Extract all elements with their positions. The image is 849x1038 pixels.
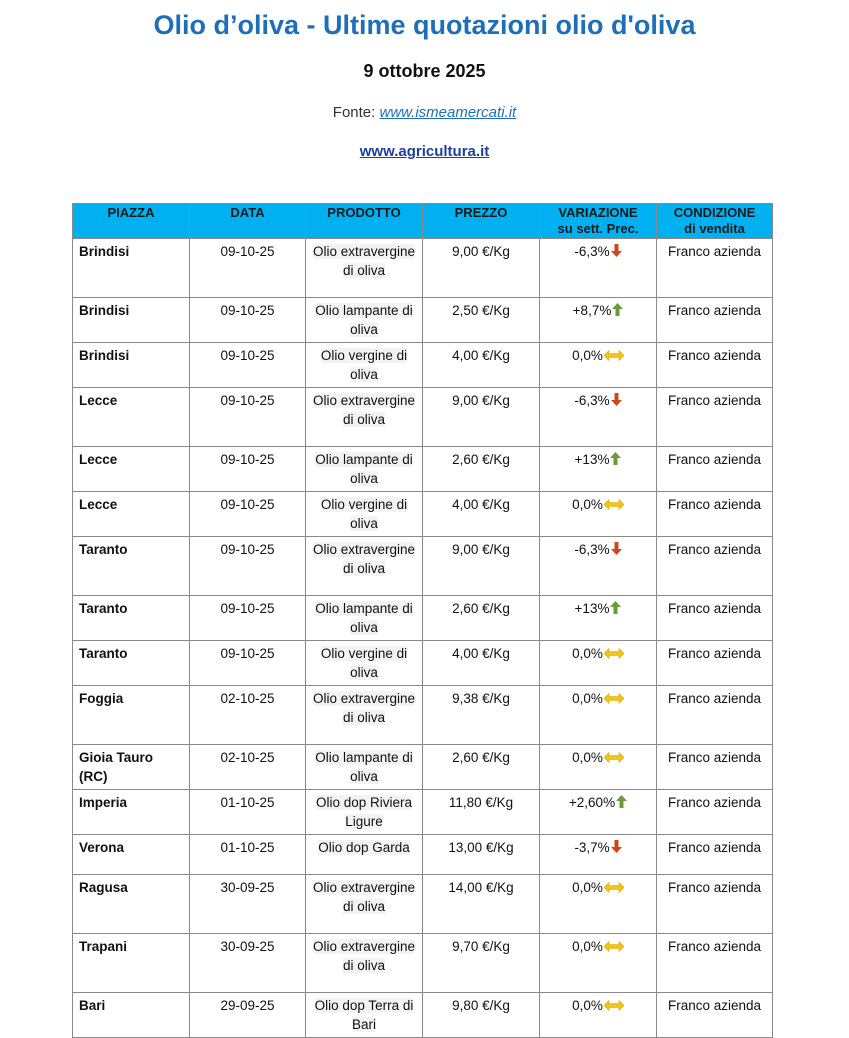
table-row: [73, 239, 773, 298]
prodotto-text: Olio dop Garda: [318, 840, 410, 855]
cell-prezzo: 9,80 €/Kg: [423, 993, 540, 1038]
cell-variazione: [540, 641, 657, 686]
prodotto-text: Olio dop Terra di Bari: [314, 998, 414, 1032]
variazione-value: 0,0%: [572, 880, 603, 895]
cell-condizione: Franco azienda: [657, 298, 773, 343]
cell-data: 09-10-25: [190, 447, 306, 492]
cell-piazza: Lecce: [73, 447, 190, 492]
cell-variazione: [540, 993, 657, 1038]
variazione-value: +2,60%: [568, 795, 616, 810]
table-row: [73, 993, 773, 1038]
cell-prodotto: [306, 875, 423, 934]
cell-condizione: Franco azienda: [657, 934, 773, 993]
table-row: [73, 875, 773, 934]
cell-piazza: Gioia Tauro (RC): [73, 745, 190, 790]
header-prodotto: PRODOTTO: [306, 204, 423, 239]
variazione-value: 0,0%: [572, 497, 603, 512]
variazione-value: 0,0%: [572, 348, 603, 363]
cell-condizione: Franco azienda: [657, 641, 773, 686]
prodotto-text: Olio extravergine di oliva: [312, 691, 416, 725]
cell-piazza: Taranto: [73, 596, 190, 641]
table-row: [73, 641, 773, 686]
cell-prodotto: [306, 745, 423, 790]
cell-prodotto: [306, 835, 423, 875]
cell-piazza: Lecce: [73, 492, 190, 537]
arrow-up-icon: [612, 302, 623, 321]
cell-prodotto: [306, 934, 423, 993]
variazione-value: -6,3%: [574, 393, 610, 408]
cell-piazza: Lecce: [73, 388, 190, 447]
prodotto-text: Olio extravergine di oliva: [312, 939, 416, 973]
cell-prezzo: 2,60 €/Kg: [423, 447, 540, 492]
variazione-value: +13%: [574, 452, 610, 467]
source-line: [0, 104, 849, 121]
arrow-left-right-icon: [604, 347, 624, 366]
table-row: [73, 790, 773, 835]
header-piazza: PIAZZA: [73, 204, 190, 239]
arrow-up-icon: [610, 600, 621, 619]
cell-prezzo: 2,60 €/Kg: [423, 745, 540, 790]
cell-condizione: Franco azienda: [657, 745, 773, 790]
cell-prezzo: 4,00 €/Kg: [423, 641, 540, 686]
arrow-left-right-icon: [604, 690, 624, 709]
cell-condizione: Franco azienda: [657, 492, 773, 537]
cell-piazza: Brindisi: [73, 343, 190, 388]
variazione-value: 0,0%: [572, 939, 603, 954]
header-condizione: [657, 204, 773, 239]
cell-variazione: [540, 875, 657, 934]
prodotto-text: Olio extravergine di oliva: [312, 542, 416, 576]
cell-variazione: [540, 537, 657, 596]
header-prezzo: PREZZO: [423, 204, 540, 239]
variazione-value: -6,3%: [574, 542, 610, 557]
table-row: [73, 835, 773, 875]
table-row: [73, 298, 773, 343]
cell-prodotto: [306, 993, 423, 1038]
cell-variazione: [540, 239, 657, 298]
cell-prodotto: [306, 596, 423, 641]
cell-variazione: [540, 745, 657, 790]
cell-prodotto: [306, 239, 423, 298]
quotes-table: [72, 203, 773, 1038]
cell-variazione: [540, 298, 657, 343]
arrow-left-right-icon: [604, 997, 624, 1016]
cell-data: 09-10-25: [190, 239, 306, 298]
cell-condizione: Franco azienda: [657, 388, 773, 447]
arrow-left-right-icon: [604, 496, 624, 515]
variazione-value: 0,0%: [572, 998, 603, 1013]
arrow-down-icon: [611, 541, 622, 560]
arrow-left-right-icon: [604, 645, 624, 664]
arrow-down-icon: [611, 243, 622, 262]
variazione-value: +13%: [574, 601, 610, 616]
cell-prodotto: [306, 641, 423, 686]
cell-variazione: [540, 835, 657, 875]
cell-prodotto: [306, 343, 423, 388]
cell-condizione: Franco azienda: [657, 537, 773, 596]
source-link[interactable]: www.ismeamercati.it: [379, 104, 517, 121]
cell-variazione: [540, 388, 657, 447]
prodotto-text: Olio dop Riviera Ligure: [315, 795, 413, 829]
cell-prezzo: 9,38 €/Kg: [423, 686, 540, 745]
cell-data: 02-10-25: [190, 745, 306, 790]
cell-prezzo: 13,00 €/Kg: [423, 835, 540, 875]
cell-prezzo: 4,00 €/Kg: [423, 492, 540, 537]
cell-variazione: [540, 447, 657, 492]
cell-condizione: Franco azienda: [657, 875, 773, 934]
prodotto-text: Olio extravergine di oliva: [312, 880, 416, 914]
cell-prezzo: 4,00 €/Kg: [423, 343, 540, 388]
cell-variazione: [540, 686, 657, 745]
variazione-value: 0,0%: [572, 750, 603, 765]
cell-condizione: Franco azienda: [657, 835, 773, 875]
header-condizione-line1: CONDIZIONE: [673, 205, 756, 220]
cell-data: 30-09-25: [190, 934, 306, 993]
header-variazione: [540, 204, 657, 239]
table-row: [73, 745, 773, 790]
cell-piazza: Brindisi: [73, 298, 190, 343]
cell-prodotto: [306, 388, 423, 447]
site-line: [0, 143, 849, 160]
cell-condizione: Franco azienda: [657, 343, 773, 388]
variazione-value: -6,3%: [574, 244, 610, 259]
report-date: 9 ottobre 2025: [363, 61, 486, 81]
arrow-left-right-icon: [604, 749, 624, 768]
cell-variazione: [540, 343, 657, 388]
header-variazione-line1: VARIAZIONE: [558, 205, 638, 220]
cell-prodotto: [306, 492, 423, 537]
cell-prezzo: 2,50 €/Kg: [423, 298, 540, 343]
prodotto-text: Olio vergine di oliva: [320, 348, 408, 382]
cell-data: 02-10-25: [190, 686, 306, 745]
cell-variazione: [540, 596, 657, 641]
prodotto-text: Olio extravergine di oliva: [312, 393, 416, 427]
table-row: [73, 537, 773, 596]
site-link[interactable]: www.agricultura.it: [359, 143, 490, 160]
table-row: [73, 686, 773, 745]
table-row: [73, 388, 773, 447]
cell-prodotto: [306, 537, 423, 596]
cell-piazza: Imperia: [73, 790, 190, 835]
arrow-up-icon: [616, 794, 627, 813]
cell-data: 09-10-25: [190, 537, 306, 596]
cell-prezzo: 9,70 €/Kg: [423, 934, 540, 993]
arrow-up-icon: [610, 451, 621, 470]
cell-data: 09-10-25: [190, 641, 306, 686]
cell-variazione: [540, 492, 657, 537]
cell-prodotto: [306, 790, 423, 835]
cell-prezzo: 14,00 €/Kg: [423, 875, 540, 934]
cell-prezzo: 9,00 €/Kg: [423, 239, 540, 298]
arrow-left-right-icon: [604, 879, 624, 898]
cell-piazza: Brindisi: [73, 239, 190, 298]
cell-piazza: Bari: [73, 993, 190, 1038]
cell-prezzo: 11,80 €/Kg: [423, 790, 540, 835]
cell-variazione: [540, 934, 657, 993]
cell-piazza: Taranto: [73, 537, 190, 596]
cell-prezzo: 9,00 €/Kg: [423, 388, 540, 447]
cell-prodotto: [306, 298, 423, 343]
variazione-value: +8,7%: [572, 303, 612, 318]
cell-prezzo: 9,00 €/Kg: [423, 537, 540, 596]
prodotto-text: Olio vergine di oliva: [320, 497, 408, 531]
header-condizione-line2: di vendita: [684, 221, 745, 236]
cell-piazza: Taranto: [73, 641, 190, 686]
variazione-value: -3,7%: [574, 840, 610, 855]
prodotto-text: Olio extravergine di oliva: [312, 244, 416, 278]
cell-piazza: Trapani: [73, 934, 190, 993]
cell-data: 01-10-25: [190, 835, 306, 875]
cell-data: 09-10-25: [190, 343, 306, 388]
prodotto-text: Olio lampante di oliva: [315, 303, 413, 337]
cell-data: 09-10-25: [190, 492, 306, 537]
cell-variazione: [540, 790, 657, 835]
header-data: DATA: [190, 204, 306, 239]
arrow-down-icon: [611, 839, 622, 858]
cell-data: 09-10-25: [190, 388, 306, 447]
arrow-down-icon: [611, 392, 622, 411]
cell-data: 29-09-25: [190, 993, 306, 1038]
cell-condizione: Franco azienda: [657, 790, 773, 835]
arrow-left-right-icon: [604, 938, 624, 957]
prodotto-text: Olio lampante di oliva: [315, 601, 413, 635]
variazione-value: 0,0%: [572, 691, 603, 706]
prodotto-text: Olio lampante di oliva: [315, 750, 413, 784]
table-header-row: [73, 204, 773, 239]
table-row: [73, 596, 773, 641]
cell-condizione: Franco azienda: [657, 239, 773, 298]
cell-data: 30-09-25: [190, 875, 306, 934]
variazione-value: 0,0%: [572, 646, 603, 661]
source-label: Fonte:: [332, 104, 376, 121]
header-variazione-line2: su sett. Prec.: [557, 221, 639, 236]
cell-piazza: Verona: [73, 835, 190, 875]
table-row: [73, 343, 773, 388]
cell-condizione: Franco azienda: [657, 993, 773, 1038]
prodotto-text: Olio vergine di oliva: [320, 646, 408, 680]
cell-piazza: Foggia: [73, 686, 190, 745]
page-title: Olio d’oliva - Ultime quotazioni olio d'oliva: [153, 10, 696, 40]
cell-condizione: Franco azienda: [657, 447, 773, 492]
table-row: [73, 934, 773, 993]
cell-prezzo: 2,60 €/Kg: [423, 596, 540, 641]
cell-prodotto: [306, 686, 423, 745]
cell-condizione: Franco azienda: [657, 596, 773, 641]
cell-prodotto: [306, 447, 423, 492]
cell-condizione: Franco azienda: [657, 686, 773, 745]
cell-piazza: Ragusa: [73, 875, 190, 934]
cell-data: 01-10-25: [190, 790, 306, 835]
table-row: [73, 447, 773, 492]
cell-data: 09-10-25: [190, 298, 306, 343]
prodotto-text: Olio lampante di oliva: [315, 452, 413, 486]
cell-data: 09-10-25: [190, 596, 306, 641]
table-row: [73, 492, 773, 537]
